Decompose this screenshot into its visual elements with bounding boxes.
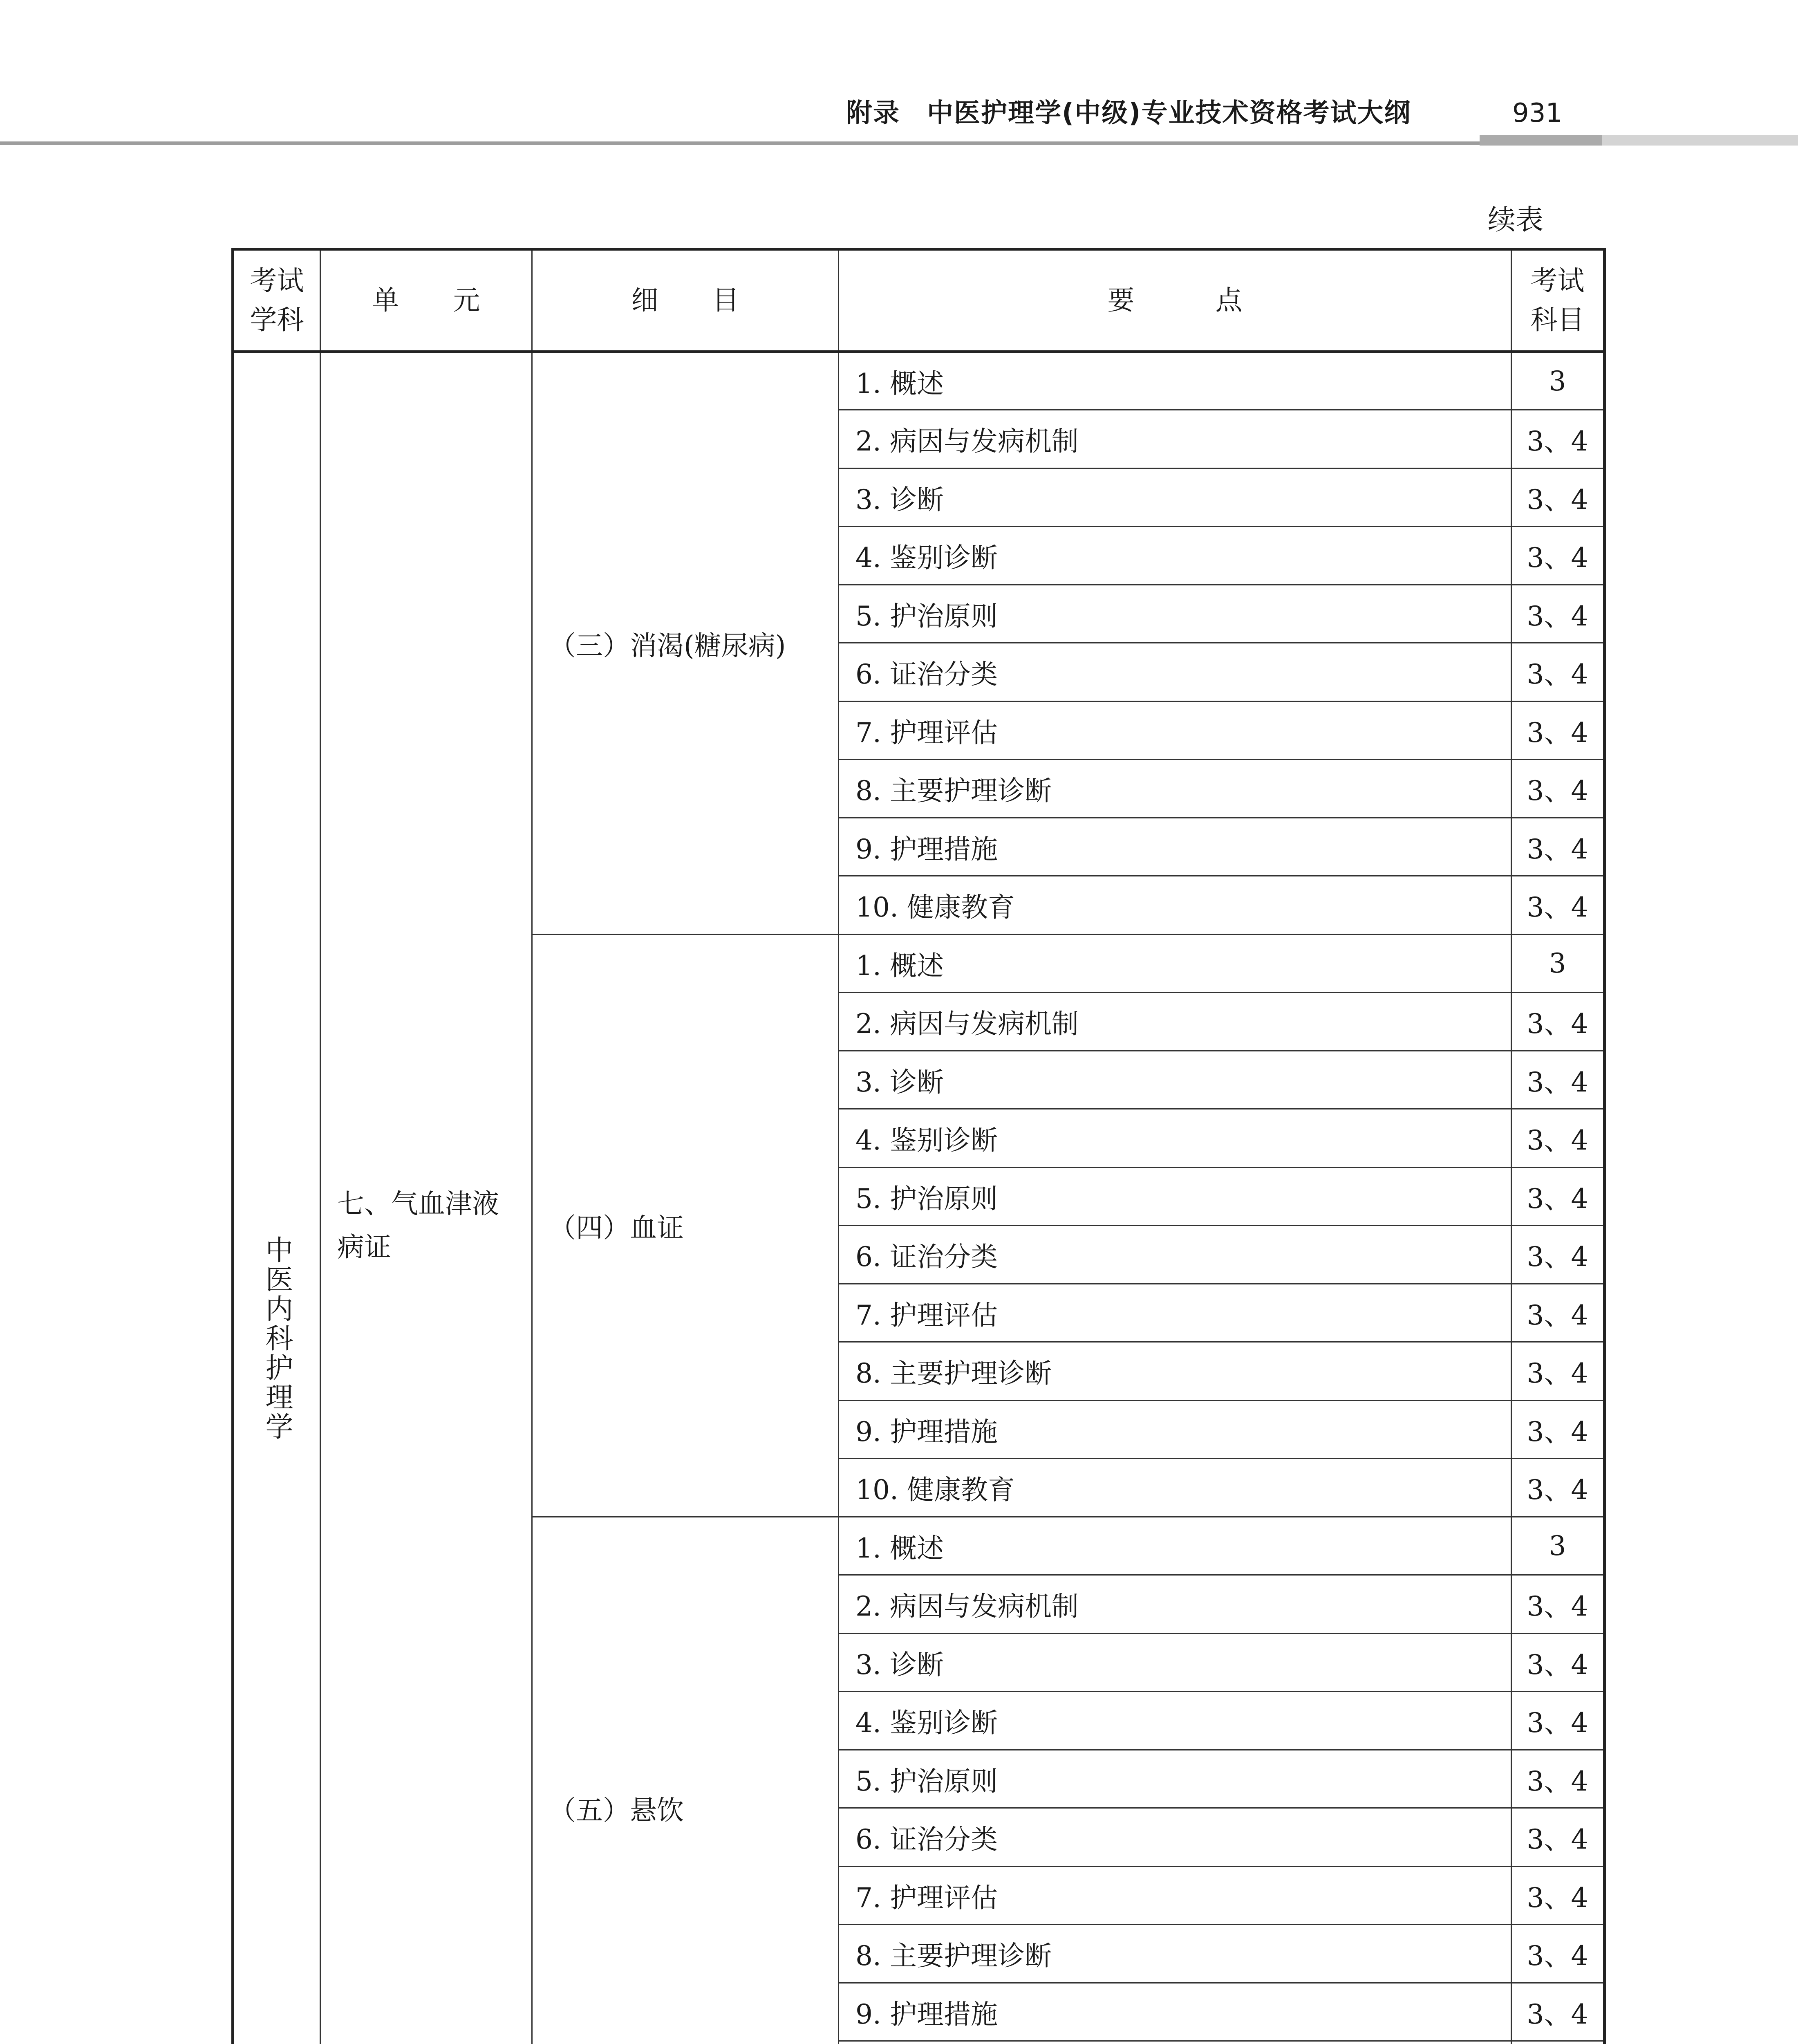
header-rule-accent-dark xyxy=(1480,135,1602,146)
point-cell: 4. 鉴别诊断 xyxy=(839,1692,1511,1750)
point-cell: 3. 诊断 xyxy=(839,1633,1511,1692)
exam-subject-cell: 3、4 xyxy=(1511,1692,1605,1750)
point-cell: 8. 主要护理诊断 xyxy=(839,1925,1511,1983)
exam-subject-cell: 3、4 xyxy=(1511,1167,1605,1226)
point-cell: 1. 概述 xyxy=(839,352,1511,410)
exam-subject-cell: 3、4 xyxy=(1511,1925,1605,1983)
exam-subject-cell: 3、4 xyxy=(1511,410,1605,468)
exam-subject-cell: 3、4 xyxy=(1511,468,1605,527)
header-subject: 考试 学科 xyxy=(233,249,320,352)
exam-subject-cell: 3、4 xyxy=(1511,1284,1605,1342)
point-cell: 5. 护治原则 xyxy=(839,1750,1511,1808)
point-cell: 3. 诊断 xyxy=(839,468,1511,527)
exam-outline-table xyxy=(231,248,1606,2044)
exam-subject-cell: 3、4 xyxy=(1511,1459,1605,1517)
exam-subject-cell: 3、4 xyxy=(1511,1575,1605,1634)
point-cell xyxy=(839,2041,1511,2044)
exam-subject-cell: 3、4 xyxy=(1511,1109,1605,1168)
detail-cell: （五）悬饮 xyxy=(532,1517,839,2044)
table-row xyxy=(233,352,1605,410)
exam-subject-cell: 3、4 xyxy=(1511,1400,1605,1459)
point-cell: 6. 证治分类 xyxy=(839,643,1511,702)
exam-subject-cell: 3、4 xyxy=(1511,1633,1605,1692)
continued-label: 续表 xyxy=(1488,204,1544,236)
exam-subject-cell: 3、4 xyxy=(1511,1866,1605,1925)
exam-subject-cell: 3、4 xyxy=(1511,1808,1605,1867)
exam-subject-cell: 3 xyxy=(1511,1517,1605,1575)
point-cell: 6. 证治分类 xyxy=(839,1808,1511,1867)
exam-subject-cell: 3、4 xyxy=(1511,643,1605,702)
point-cell: 2. 病因与发病机制 xyxy=(839,993,1511,1051)
point-cell: 2. 病因与发病机制 xyxy=(839,410,1511,468)
point-cell: 3. 诊断 xyxy=(839,1051,1511,1109)
point-cell: 9. 护理措施 xyxy=(839,818,1511,876)
point-cell: 10. 健康教育 xyxy=(839,1459,1511,1517)
table-body xyxy=(233,352,1605,2044)
detail-cell: （四）血证 xyxy=(532,934,839,1517)
point-cell: 8. 主要护理诊断 xyxy=(839,760,1511,818)
exam-subject-cell: 3、4 xyxy=(1511,1342,1605,1401)
point-cell: 5. 护治原则 xyxy=(839,1167,1511,1226)
exam-subject-cell: 3、4 xyxy=(1511,1983,1605,2041)
point-cell: 10. 健康教育 xyxy=(839,876,1511,935)
point-cell: 7. 护理评估 xyxy=(839,1866,1511,1925)
unit-cell xyxy=(320,352,532,2044)
unit-label-line1: 七、气血津液 xyxy=(337,1188,499,1220)
subject-label: 中医内科护理学 xyxy=(261,1235,293,1441)
point-cell: 4. 鉴别诊断 xyxy=(839,1109,1511,1168)
header-unit: 单 元 xyxy=(320,249,532,352)
exam-subject-cell xyxy=(1511,2041,1605,2044)
exam-subject-cell: 3、4 xyxy=(1511,701,1605,760)
point-cell: 4. 鉴别诊断 xyxy=(839,527,1511,585)
point-cell: 9. 护理措施 xyxy=(839,1983,1511,2041)
header-rule-accent-light xyxy=(1602,135,1798,146)
header-detail: 细 目 xyxy=(532,249,839,352)
exam-subject-cell: 3、4 xyxy=(1511,1051,1605,1109)
exam-subject-cell: 3、4 xyxy=(1511,818,1605,876)
point-cell: 9. 护理措施 xyxy=(839,1400,1511,1459)
exam-subject-cell: 3、4 xyxy=(1511,760,1605,818)
subject-cell xyxy=(233,352,320,2044)
detail-cell: （三）消渴(糖尿病) xyxy=(532,352,839,934)
exam-subject-cell: 3 xyxy=(1511,934,1605,993)
running-header-title: 附录 中医护理学(中级)专业技术资格考试大纲 xyxy=(846,98,1411,128)
point-cell: 1. 概述 xyxy=(839,934,1511,993)
point-cell: 2. 病因与发病机制 xyxy=(839,1575,1511,1634)
header-points: 要 点 xyxy=(839,249,1511,352)
point-cell: 7. 护理评估 xyxy=(839,701,1511,760)
exam-subject-cell: 3、4 xyxy=(1511,585,1605,643)
exam-subject-cell: 3、4 xyxy=(1511,1226,1605,1284)
exam-subject-cell: 3、4 xyxy=(1511,527,1605,585)
page-number: 931 xyxy=(1512,98,1563,128)
exam-subject-cell: 3、4 xyxy=(1511,993,1605,1051)
header-exam-subject: 考试 科目 xyxy=(1511,249,1605,352)
unit-label-line2: 病证 xyxy=(337,1231,391,1263)
point-cell: 7. 护理评估 xyxy=(839,1284,1511,1342)
point-cell: 1. 概述 xyxy=(839,1517,1511,1575)
exam-subject-cell: 3 xyxy=(1511,352,1605,410)
table-header-row xyxy=(233,249,1605,352)
point-cell: 8. 主要护理诊断 xyxy=(839,1342,1511,1401)
point-cell: 5. 护治原则 xyxy=(839,585,1511,643)
exam-subject-cell: 3、4 xyxy=(1511,1750,1605,1808)
exam-subject-cell: 3、4 xyxy=(1511,876,1605,935)
point-cell: 6. 证治分类 xyxy=(839,1226,1511,1284)
